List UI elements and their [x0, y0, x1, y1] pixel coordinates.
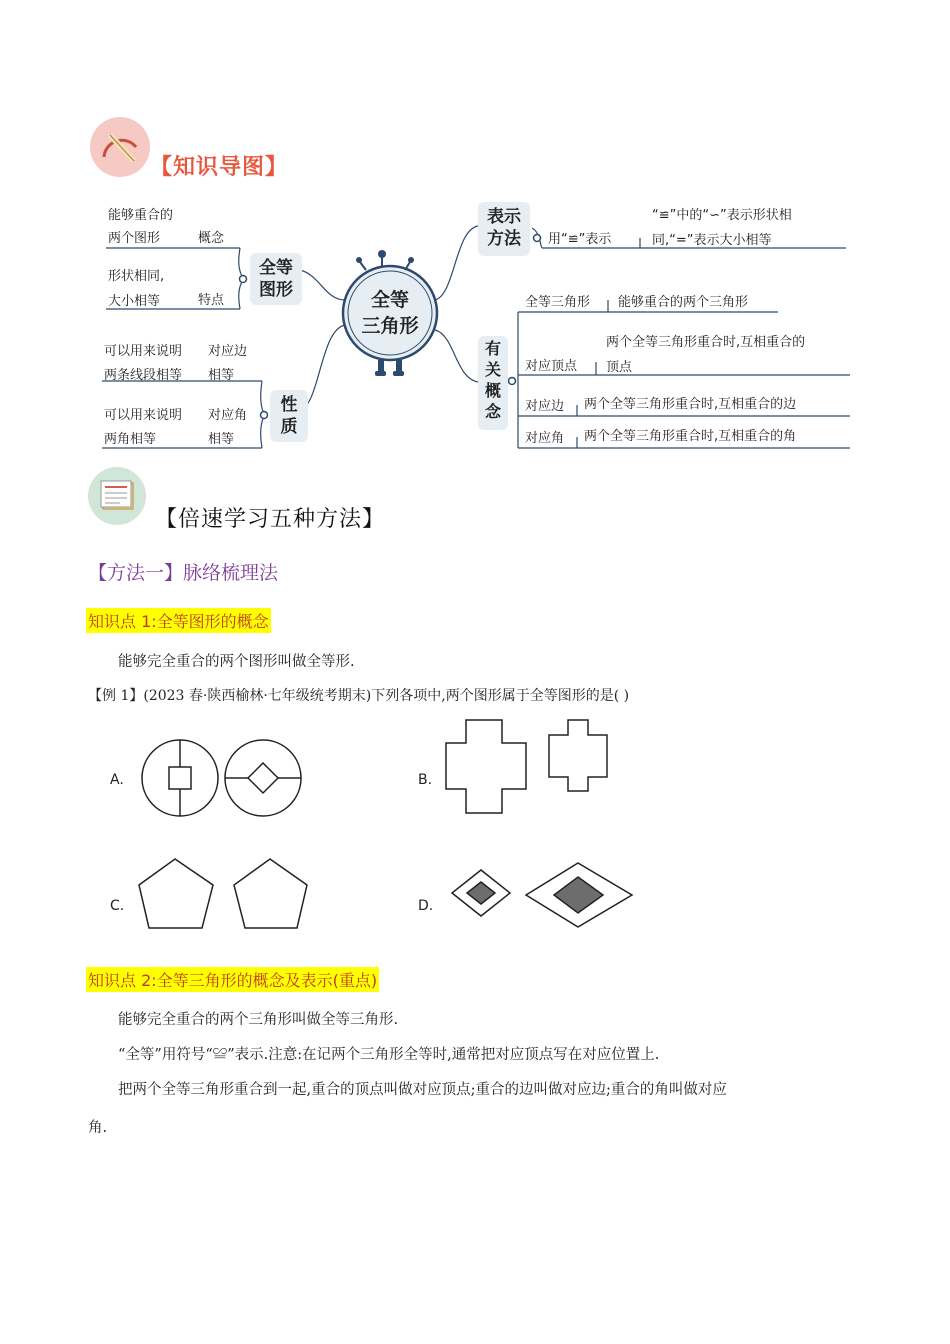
concept-item-label: 全等三角形 [525, 295, 591, 310]
congruent-figure-node: 全等 图形 [250, 253, 302, 305]
concept-item-desc: 两个全等三角形重合时,互相重合的边 [584, 397, 797, 412]
knowledge-point-1-text: 能够完全重合的两个图形叫做全等形. [118, 654, 355, 670]
notebook-badge-icon [88, 467, 146, 525]
concept-item-desc: 两个全等三角形重合时,互相重合的角 [584, 429, 797, 444]
example-1-text: 【例 1】(2023 春·陕西榆林·七年级统考期末)下列各项中,两个图形属于全等图形的是( ) [88, 688, 630, 704]
concept-item-label: 对应顶点 [525, 359, 578, 374]
option-a-figures [135, 733, 310, 823]
notation-label: 用“≌”表示 [548, 232, 612, 247]
option-b-figures [440, 715, 615, 820]
methods-section-title: 【倍速学习五种方法】 [155, 507, 386, 532]
side-text: 可以用来说明 两条线段相等 [104, 344, 183, 383]
knowledge-point-2-p2: “全等”用符号“≌”表示.注意:在记两个三角形全等时,通常把对应顶点写在对应位置上. [118, 1047, 660, 1063]
concept-item-desc: 能够重合的两个三角形 [618, 295, 749, 310]
option-d-figures [448, 860, 638, 930]
feature-label: 特点 [198, 293, 225, 308]
concept-item-desc: 两个全等三角形重合时,互相重合的 顶点 [606, 335, 806, 375]
concept-label: 概念 [198, 231, 225, 246]
option-d-label: D. [418, 898, 434, 914]
concepts-node: 有 关 概 念 [478, 336, 508, 430]
option-c-figures [135, 855, 315, 935]
option-a-label: A. [110, 772, 124, 788]
mindmap-section-title: 【知识导图】 [150, 155, 289, 180]
concept-text: 能够重合的 两个图形 [108, 208, 174, 246]
knowledge-point-2-p3: 把两个全等三角形重合到一起,重合的顶点叫做对应顶点;重合的边叫做对应边;重合的角叫做对应 [118, 1082, 727, 1098]
notation-node: 表示 方法 [478, 202, 530, 256]
knowledge-point-2-p3-cont: 角. [88, 1120, 108, 1136]
concept-item-label: 对应角 [525, 431, 565, 446]
side-label: 对应边 相等 [208, 344, 248, 383]
properties-node: 性 质 [270, 390, 308, 442]
knowledge-point-2-title: 知识点 2:全等三角形的概念及表示(重点) [86, 967, 379, 992]
method1-title: 【方法一】脉络梳理法 [88, 562, 279, 584]
concept-item-label: 对应边 [525, 399, 565, 414]
knowledge-point-2-p1: 能够完全重合的两个三角形叫做全等三角形. [118, 1012, 399, 1028]
knowledge-point-1-title: 知识点 1:全等图形的概念 [86, 608, 271, 633]
notation-desc: “≌”中的“∽”表示形状相 同,“=”表示大小相等 [652, 208, 792, 248]
mindmap-center-node: 全等 三角形 [361, 289, 419, 337]
feature-text: 形状相同, 大小相等 [108, 269, 165, 309]
option-b-label: B. [418, 772, 433, 788]
option-c-label: C. [110, 898, 125, 914]
angle-text: 可以用来说明 两角相等 [104, 408, 183, 447]
angle-label: 对应角 相等 [208, 408, 248, 447]
